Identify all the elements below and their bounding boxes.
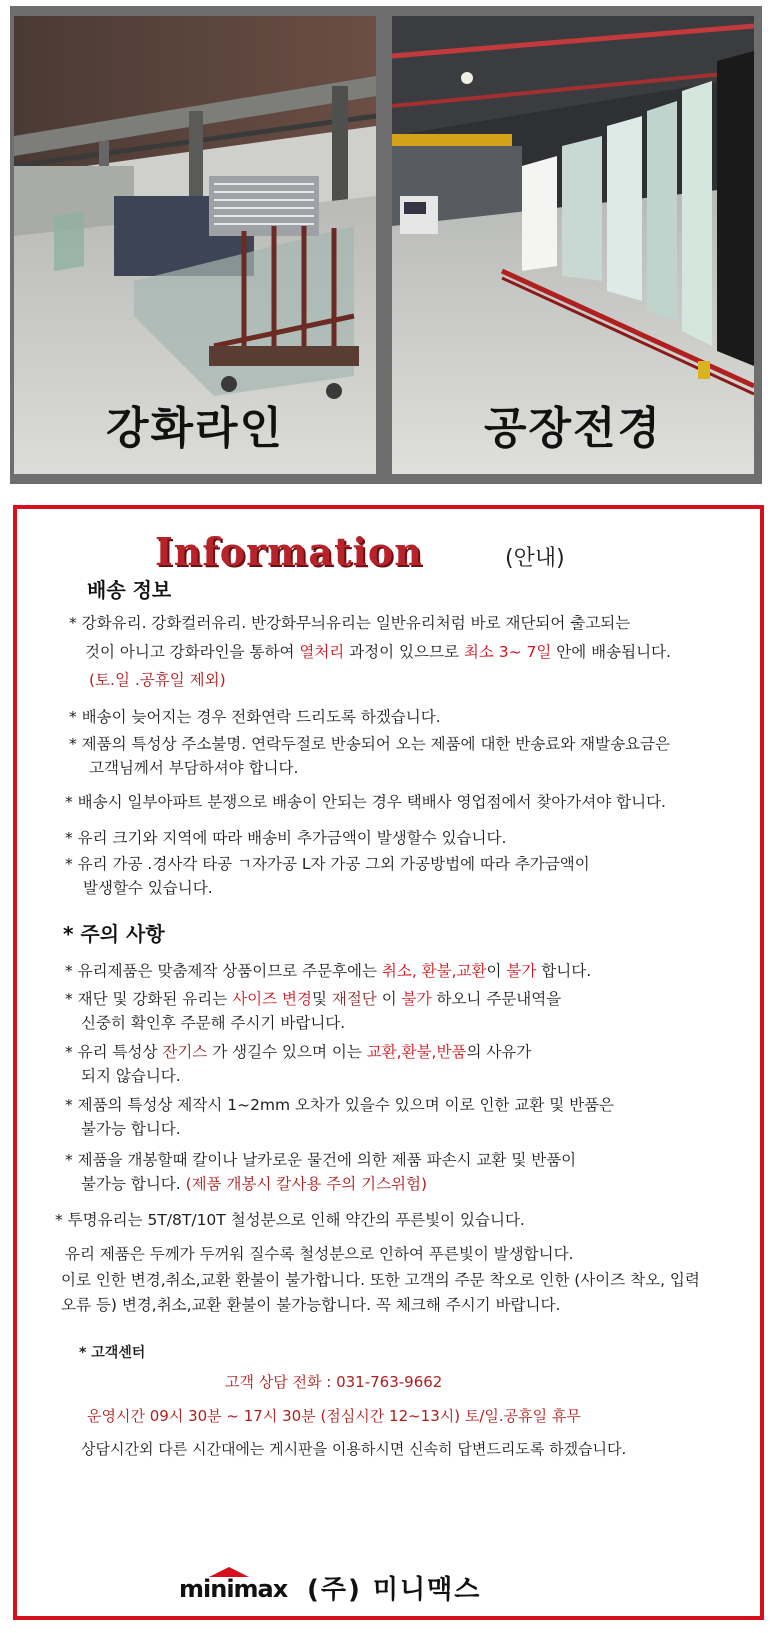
customer-phone: 고객 상담 전화 : 031-763-9662: [225, 1373, 443, 1391]
customer-center-heading: * 고객센터: [79, 1345, 146, 1361]
information-title: Information: [155, 529, 423, 574]
caution-note-4-line-1: * 제품의 특성상 제작시 1~2mm 오차가 있을수 있으며 이로 인한 교환 및 반품은: [65, 1096, 615, 1114]
photo-strip: [10, 6, 762, 484]
customer-hours: 운영시간 09시 30분 ~ 17시 30분 (점심시간 12~13시) 토/일.공휴일 휴무: [87, 1407, 581, 1425]
caution-paragraph-line-3: 오류 등) 변경,취소,교환 환불이 불가능합니다. 꼭 체크해 주시기 바랍니다.: [61, 1296, 561, 1314]
factory-view-caption: 공장전경: [483, 403, 662, 454]
caution-paragraph-line-2: 이로 인한 변경,취소,교환 환불이 불가합니다. 또한 고객의 주문 착오로 인한 (사이즈 착오, 입력: [61, 1271, 700, 1289]
delivery-note-1-line-1: * 강화유리. 강화컬러유리. 반강화무늬유리는 일반유리처럼 바로 재단되어 출고되는: [69, 614, 631, 632]
caution-note-5-line-2: 불가능 합니다. (제품 개봉시 칼사용 주의 기스위험): [81, 1175, 428, 1193]
information-box: [13, 505, 764, 1620]
caution-note-2-line-2: 신중히 확인후 주문해 주시기 바랍니다.: [81, 1014, 346, 1032]
tempering-line-photo: [14, 16, 376, 474]
caution-note-1: * 유리제품은 맞춤제작 상품이므로 주문후에는 취소, 환불,교환이 불가 합니다.: [65, 962, 592, 980]
delivery-note-1-line-2: 것이 아니고 강화라인을 통하여 열처리 과정이 있으므로 최소 3~ 7일 안에 배송됩니다.: [85, 643, 671, 661]
delivery-note-2: * 배송이 늦어지는 경우 전화연락 드리도록 하겠습니다.: [69, 708, 441, 726]
delivery-note-6-line-2: 발생할수 있습니다.: [83, 879, 213, 897]
delivery-note-4: * 배송시 일부아파트 분쟁으로 배송이 안되는 경우 택배사 영업점에서 찾아가셔야 합니다.: [65, 793, 666, 811]
delivery-exclusion-note: (토.일 .공휴일 제외): [89, 671, 226, 689]
delivery-note-5: * 유리 크기와 지역에 따라 배송비 추가금액이 발생할수 있습니다.: [65, 829, 507, 847]
logo-text: minimax: [179, 1575, 288, 1603]
delivery-note-3-line-1: * 제품의 특성상 주소불명. 연락두절로 반송되어 오는 제품에 대한 반송료와 재발송요금은: [69, 735, 670, 753]
caution-note-3-line-2: 되지 않습니다.: [81, 1067, 181, 1085]
delivery-heading: 배송 정보: [87, 578, 172, 602]
caution-note-3-line-1: * 유리 특성상 잔기스 가 생길수 있으며 이는 교환,환불,반품의 사유가: [65, 1043, 532, 1061]
caution-note-5-line-1: * 제품을 개봉할때 칼이나 날카로운 물건에 의한 제품 파손시 교환 및 반품이: [65, 1151, 577, 1169]
information-header: [155, 529, 605, 579]
customer-board-note: 상담시간외 다른 시간대에는 게시판을 이용하시면 신속히 답변드리도록 하겠습니다.: [81, 1440, 627, 1458]
delivery-note-6-line-1: * 유리 가공 .경사각 타공 ㄱ자가공 L자 가공 그외 가공방법에 따라 추가금액이: [65, 855, 590, 873]
caution-note-2-line-1: * 재단 및 강화된 유리는 사이즈 변경및 재절단 이 불가 하오니 주문내역을: [65, 990, 562, 1008]
caution-note-6: * 투명유리는 5T/8T/10T 철성분으로 인해 약간의 푸른빛이 있습니다.: [55, 1211, 525, 1229]
minimax-logo: [179, 1567, 299, 1601]
delivery-note-3-line-2: 고객님께서 부담하셔야 합니다.: [89, 759, 299, 777]
caution-heading: * 주의 사항: [63, 922, 165, 946]
company-name: (주) 미니맥스: [307, 1575, 482, 1605]
caution-note-4-line-2: 불가능 합니다.: [81, 1120, 181, 1138]
caution-paragraph-line-1: 유리 제품은 두께가 두꺼워 질수록 철성분으로 인하여 푸른빛이 발생합니다.: [65, 1245, 574, 1263]
tempering-line-caption: 강화라인: [105, 403, 284, 454]
information-title-suffix: (안내): [505, 546, 565, 571]
factory-view-photo: [392, 16, 754, 474]
